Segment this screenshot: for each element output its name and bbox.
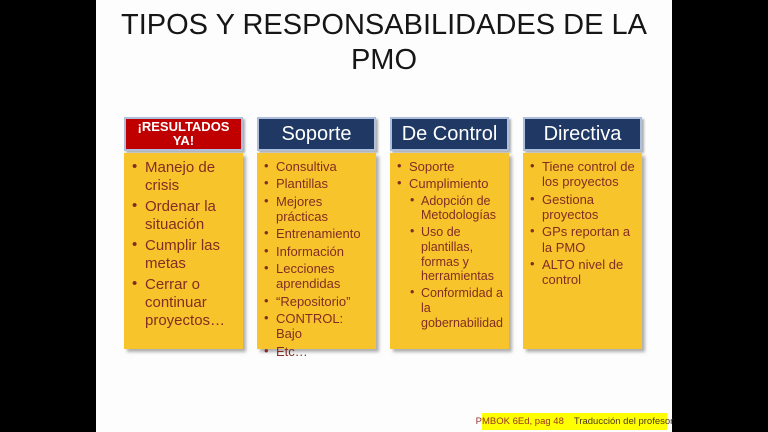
source-reference: PMBOK 6Ed, pag 48 xyxy=(475,416,564,427)
column-body-resultados xyxy=(124,153,243,349)
bullet-item: • Ordenar la situación xyxy=(129,198,239,234)
bullet-item: • Conformidad a la gobernabilidad xyxy=(408,286,505,330)
column-soporte xyxy=(257,117,376,359)
column-header-directiva: Directiva xyxy=(523,117,642,151)
column-header-resultados: ¡RESULTADOS YA! xyxy=(124,117,243,151)
bullet-item: • Mejores prácticas xyxy=(262,194,372,225)
bullet-list-directiva xyxy=(528,159,638,288)
column-body-directiva xyxy=(523,153,642,349)
bullet-list-soporte xyxy=(262,159,372,359)
bullet-item: • CONTROL: Bajo xyxy=(262,311,372,342)
bullet-item: • ALTO nivel de control xyxy=(528,257,638,288)
bullet-item: • Consultiva xyxy=(262,159,372,174)
column-de-control xyxy=(390,117,509,349)
source-badge xyxy=(475,413,674,430)
bullet-item: • Plantillas xyxy=(262,176,372,191)
bullet-item: • Lecciones aprendidas xyxy=(262,261,372,292)
column-resultados xyxy=(124,117,243,349)
column-header-soporte: Soporte xyxy=(257,117,376,151)
bullet-item: • Uso de plantillas, formas y herramientas xyxy=(408,225,505,284)
bullet-item: • Gestiona proyectos xyxy=(528,192,638,223)
bullet-item: • Cumplimiento xyxy=(395,176,505,191)
bullet-item: • Adopción de Metodologías xyxy=(408,194,505,224)
bullet-item: • “Repositorio” xyxy=(262,294,372,309)
translation-note: Traducción del profesor xyxy=(573,416,674,427)
column-body-soporte xyxy=(257,153,376,359)
bullet-item: • Cumplir las metas xyxy=(129,237,239,273)
bullet-list-de-control xyxy=(395,159,505,330)
column-header-de-control: De Control xyxy=(390,117,509,151)
bullet-item: • Soporte xyxy=(395,159,505,174)
column-body-de-control xyxy=(390,153,509,349)
pmo-type-columns xyxy=(124,117,642,359)
bullet-item: • Información xyxy=(262,244,372,259)
column-directiva xyxy=(523,117,642,349)
bullet-item: • Etc… xyxy=(262,344,372,359)
bullet-item: • Entrenamiento xyxy=(262,226,372,241)
bullet-item: • Cerrar o continuar proyectos… xyxy=(129,276,239,330)
bullet-item: • Manejo de crisis xyxy=(129,159,239,195)
slide-title: TIPOS Y RESPONSABILIDADES DE LA PMO xyxy=(121,9,647,77)
bullet-item: • GPs reportan a la PMO xyxy=(528,224,638,255)
bullet-item: • Tiene control de los proyectos xyxy=(528,159,638,190)
bullet-list-resultados xyxy=(129,159,239,330)
slide xyxy=(96,0,672,432)
